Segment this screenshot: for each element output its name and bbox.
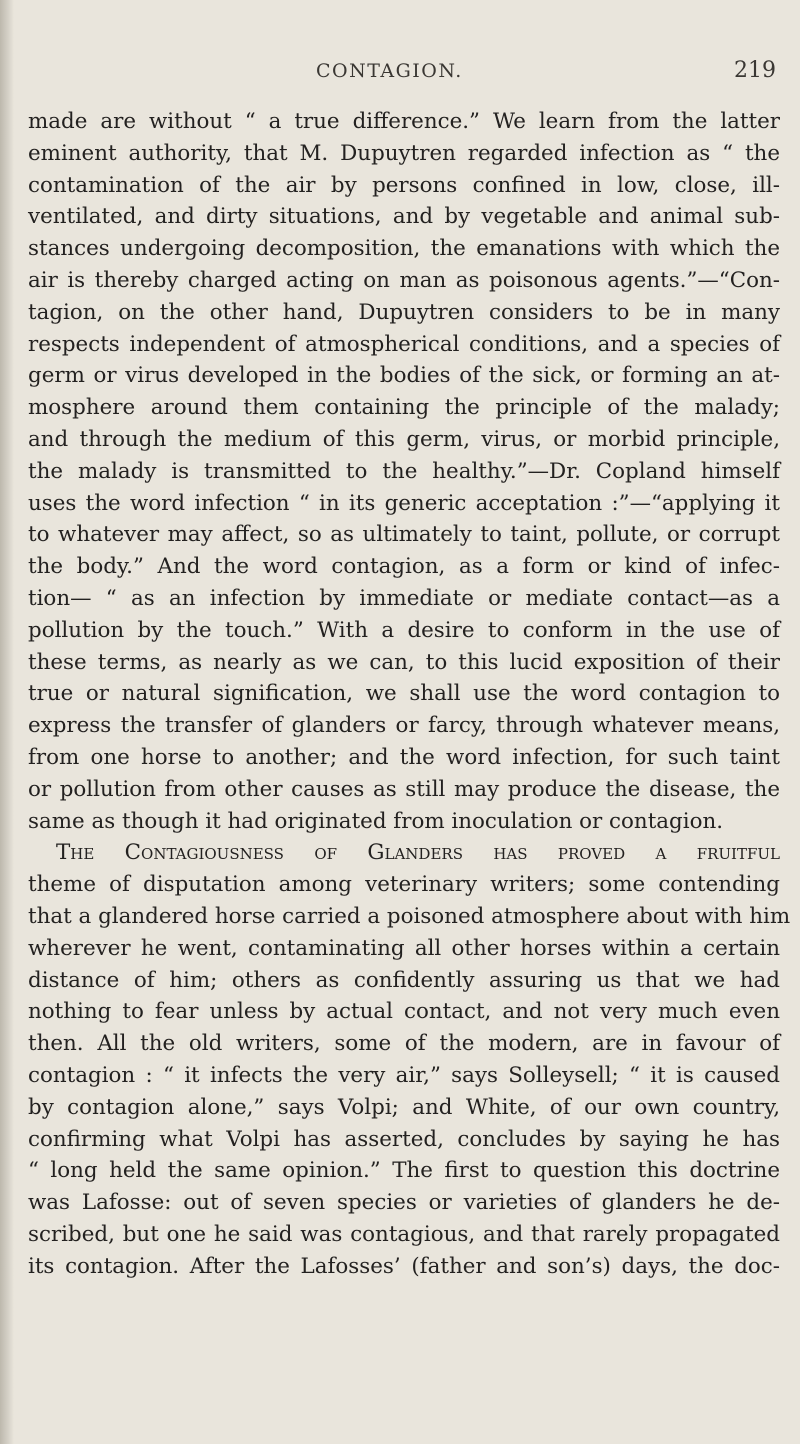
text-line: pollution by the touch.” With a desire to conform in the use of [28, 617, 780, 643]
text-line: mosphere around them containing the principle of the malady; [28, 395, 780, 421]
text-line: was Lafosse: out of seven species or varieties of glanders he de- [28, 1190, 780, 1216]
text-line: from one horse to another; and the word infection, for such taint [28, 744, 780, 770]
text-line: then. All the old writers, some of the modern, are in favour of [28, 1031, 780, 1057]
text-line: scribed, but one he said was contagious, and that rarely propagated [28, 1221, 780, 1247]
text-line: contamination of the air by persons confined in low, close, ill- [28, 172, 780, 198]
running-head: CONTAGION. [316, 60, 463, 82]
text-line: air is thereby charged acting on man as poisonous agents.”—“Con- [28, 267, 780, 293]
text-line: tagion, on the other hand, Dupuytren considers to be in many [28, 299, 780, 325]
text-line: and through the medium of this germ, virus, or morbid principle, [28, 426, 780, 452]
text-line: the body.” And the word contagion, as a form or kind of infec- [28, 554, 780, 580]
text-line: to whatever may affect, so as ultimately to taint, pollute, or corrupt [28, 522, 780, 548]
page-gutter [0, 0, 14, 1444]
text-line: stances undergoing decomposition, the emanations with which the [28, 236, 780, 262]
text-line: “ long held the same opinion.” The first to question this doctrine [28, 1158, 780, 1184]
text-line: contagion : “ it infects the very air,” says Solleysell; “ it is caused [28, 1062, 780, 1088]
text-line: distance of him; others as confidently assuring us that we had [28, 967, 780, 993]
text-line: made are without “ a true difference.” We learn from the latter [28, 109, 780, 134]
text-line: nothing to fear unless by actual contact, and not very much even [28, 999, 780, 1025]
page-number: 219 [734, 58, 776, 83]
text-line: true or natural signification, we shall use the word contagion to [28, 681, 780, 707]
text-line: that a glandered horse carried a poisoned atmosphere about with him [28, 903, 791, 929]
text-line: the malady is transmitted to the healthy.”—Dr. Copland himself [28, 458, 780, 484]
text-line: its contagion. After the Lafosses’ (father and son’s) days, the doc- [28, 1253, 780, 1279]
section-heading-line: The Contagiousness of Glanders has proved a fruitful [56, 840, 780, 866]
text-line: wherever he went, contaminating all other horses within a certain [28, 935, 780, 961]
text-line: tion— “ as an infection by immediate or mediate contact—as a [28, 585, 780, 611]
text-line: ventilated, and dirty situations, and by vegetable and animal sub- [28, 204, 780, 230]
text-line: uses the word infection “ in its generic acceptation :”—“applying it [28, 490, 780, 516]
text-line: these terms, as nearly as we can, to this lucid exposition of their [28, 649, 780, 675]
text-line: germ or virus developed in the bodies of the sick, or forming an at- [28, 363, 780, 389]
text-line: by contagion alone,” says Volpi; and White, of our own country, [28, 1094, 780, 1120]
text-line: eminent authority, that M. Dupuytren regarded infection as “ the [28, 140, 780, 166]
body-text [28, 106, 791, 1282]
text-line: or pollution from other causes as still may produce the disease, the [28, 776, 780, 802]
text-line: confirming what Volpi has asserted, concludes by saying he has [28, 1126, 780, 1152]
text-line: respects independent of atmospherical conditions, and a species of [28, 331, 780, 357]
text-line: express the transfer of glanders or farcy, through whatever means, [28, 713, 780, 739]
text-line: same as though it had originated from inoculation or contagion. [28, 808, 724, 834]
text-line: theme of disputation among veterinary writers; some contending [28, 872, 780, 898]
